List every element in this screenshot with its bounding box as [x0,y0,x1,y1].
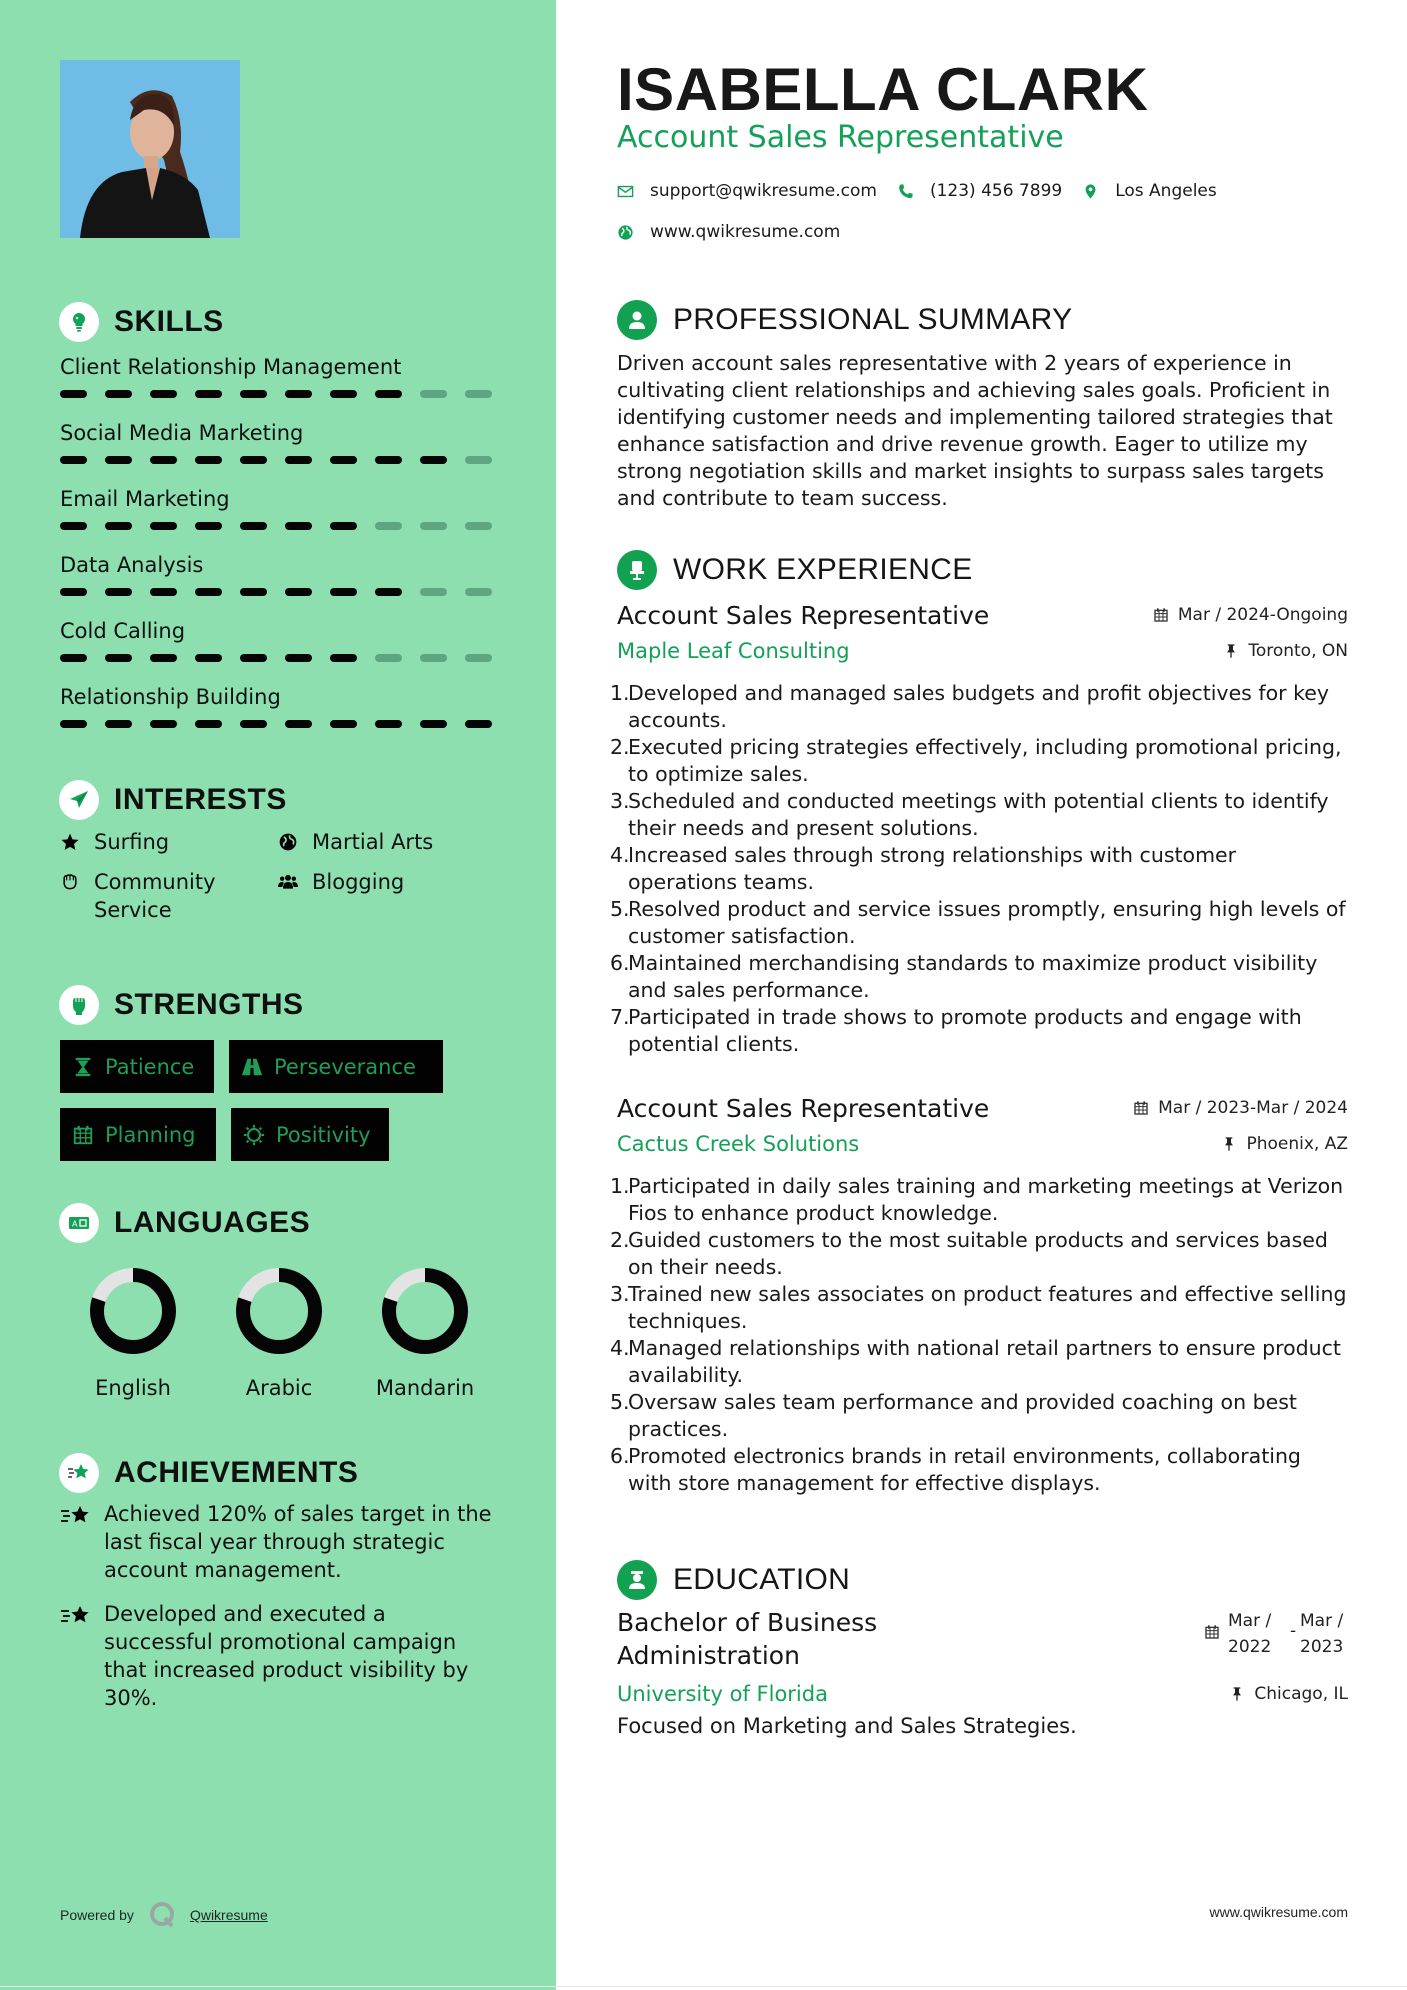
skill-level-segment [465,720,492,728]
powered-by [60,1900,268,1930]
skill-item [60,682,500,748]
skill-level-segment [105,588,132,596]
interests-list [60,828,520,924]
skill-item [60,484,500,550]
skill-name: Cold Calling [60,619,186,643]
section-title: WORK EXPERIENCE [673,553,973,586]
skill-level-segment [195,720,222,728]
skill-level-segment [195,588,222,596]
skill-level-segment [105,522,132,530]
achievement-item [60,1600,500,1712]
duty-text: Resolved product and service issues promptly, ensuring high levels of customer satisfaction. [628,897,1346,948]
skill-level-segment [195,456,222,464]
skill-level-segment [375,522,402,530]
qwikresume-link[interactable]: Qwikresume [189,1907,268,1923]
duty-number: 4. [610,1336,630,1360]
skill-level-segment [240,522,267,530]
skill-level-segment [330,588,357,596]
calendar-icon [72,1124,94,1146]
interest-label: Blogging [312,870,405,894]
duty-number: 2. [610,735,630,759]
map-pin-icon [1082,183,1099,200]
skill-level-segment [150,522,177,530]
duty-text: Oversaw sales team performance and provided coaching on best practices. [628,1390,1297,1441]
section-title: ACHIEVEMENTS [114,1456,359,1489]
strength-label: Perseverance [274,1054,416,1079]
duty-number: 1. [610,1174,630,1198]
skill-name: Relationship Building [60,685,281,709]
language-item [60,1268,206,1400]
date-separator: - [1290,1621,1297,1641]
location-contact [1082,181,1217,201]
interest-item [278,868,508,924]
section-title: PROFESSIONAL SUMMARY [673,303,1073,336]
skill-level-segment [195,390,222,398]
skill-level-segment [60,522,87,530]
skill-level-segment [375,390,402,398]
website-text: www.qwikresume.com [650,222,841,242]
skill-level-segment [330,654,357,662]
section-title: SKILLS [114,305,224,338]
skill-level-segment [60,390,87,398]
duty-item [610,1173,1348,1227]
language-name: Mandarin [375,1376,475,1400]
skill-level-segment [375,456,402,464]
job-entry [610,1091,1348,1497]
duty-list [610,680,1348,1058]
skill-level-bar [60,720,500,728]
calendar-icon [1153,607,1169,623]
skill-level-segment [420,588,447,596]
skill-level-segment [285,390,312,398]
email-text: support@qwikresume.com [650,181,877,201]
contact-info [617,176,1377,258]
interest-label: Surfing [94,830,170,854]
graduate-icon [617,1560,657,1600]
translate-icon [59,1203,99,1243]
duty-text: Managed relationships with national retail partners to ensure product availability. [628,1336,1341,1387]
powered-by-label: Powered by [60,1907,134,1923]
skill-level-segment [330,720,357,728]
lightbulb-icon [59,302,99,342]
skill-level-segment [105,720,132,728]
skill-level-segment [60,588,87,596]
end-month: Mar / [1300,1611,1344,1631]
company-name: Cactus Creek Solutions [617,1132,860,1156]
skill-level-segment [420,522,447,530]
hourglass-icon [72,1056,94,1078]
section-title: INTERESTS [114,783,287,816]
duty-text: Trained new sales associates on product features and effective selling techniques. [628,1282,1347,1333]
duty-number: 3. [610,789,630,813]
skill-name: Email Marketing [60,487,230,511]
interest-item [60,828,278,856]
skills-header [59,302,224,342]
skill-level-segment [285,456,312,464]
skill-level-segment [60,456,87,464]
fist-icon [60,868,84,896]
school-location [1229,1684,1348,1704]
skill-level-segment [420,456,447,464]
skill-level-segment [105,456,132,464]
duty-list [610,1173,1348,1497]
duty-number: 2. [610,1228,630,1252]
skill-level-segment [285,522,312,530]
language-proficiency-donut [90,1268,176,1354]
skill-name: Client Relationship Management [60,355,402,379]
achievement-text: Developed and executed a successful promotional campaign that increased product visibility by 30%. [104,1602,469,1710]
duty-text: Participated in daily sales training and marketing meetings at Verizon Fios to enhance product knowledge. [628,1174,1344,1225]
education-header [617,1560,850,1600]
start-year: 2022 [1228,1637,1272,1657]
language-proficiency-donut [382,1268,468,1354]
duty-text: Maintained merchandising standards to maximize product visibility and sales performance. [628,951,1318,1002]
education-description: Focused on Marketing and Sales Strategies. [617,1714,1077,1738]
skill-level-segment [150,720,177,728]
skill-level-bar [60,588,500,596]
skill-level-segment [465,456,492,464]
skill-level-segment [60,654,87,662]
interest-label: Martial Arts [312,830,434,854]
sidebar [0,0,556,1990]
duty-item [610,842,1348,896]
duty-item [610,1389,1348,1443]
sun-icon [243,1124,265,1146]
office-chair-icon [617,550,657,590]
road-icon [241,1056,263,1078]
duty-text: Guided customers to the most suitable products and services based on their needs. [628,1228,1328,1279]
page-bottom-divider [0,1986,1407,1987]
section-title: LANGUAGES [114,1206,311,1239]
skill-item [60,418,500,484]
skill-level-segment [60,720,87,728]
pushpin-icon [1223,643,1239,659]
skill-level-bar [60,522,500,530]
globe-icon [278,828,302,856]
duty-item [610,1004,1348,1058]
skill-level-segment [150,588,177,596]
skill-level-segment [330,456,357,464]
duty-item [610,1227,1348,1281]
skill-level-segment [465,390,492,398]
education-dates [1204,1606,1348,1672]
skill-item [60,550,500,616]
user-icon [617,300,657,340]
language-item [206,1268,352,1400]
job-date [1153,605,1348,625]
users-icon [278,868,302,896]
skill-level-segment [330,390,357,398]
duty-number: 3. [610,1282,630,1306]
duty-item [610,896,1348,950]
achievement-text: Achieved 120% of sales target in the last fiscal year through strategic account management. [104,1502,492,1582]
calendar-icon [1204,1624,1220,1640]
interest-label: Community Service [94,870,216,922]
envelope-icon [617,183,634,200]
skill-level-segment [285,654,312,662]
language-name: Arabic [245,1376,313,1400]
strength-label: Planning [105,1122,196,1147]
skill-level-segment [240,654,267,662]
skill-level-segment [150,390,177,398]
skill-level-segment [240,456,267,464]
section-title: STRENGTHS [114,988,304,1021]
skill-level-segment [420,654,447,662]
raised-fist-icon [59,985,99,1025]
skill-level-segment [465,522,492,530]
shooting-star-icon [60,1500,104,1584]
skill-level-segment [420,390,447,398]
achievements-list [60,1500,500,1728]
skill-level-segment [240,390,267,398]
skill-level-segment [240,588,267,596]
qwikresume-logo-icon [148,1900,178,1930]
strengths-list [60,1040,520,1161]
interests-header [59,780,287,820]
job-entry [610,598,1348,1058]
skill-level-segment [375,720,402,728]
duty-item [610,680,1348,734]
skill-level-bar [60,456,500,464]
job-date-text: Mar / 2024-Ongoing [1177,605,1348,625]
globe-icon [617,224,634,241]
duty-item [610,1281,1348,1335]
school-location-text: Chicago, IL [1254,1684,1348,1704]
duty-item [610,950,1348,1004]
strength-badge [229,1040,443,1093]
skill-name: Social Media Marketing [60,421,304,445]
skill-item [60,352,500,418]
skill-level-segment [240,720,267,728]
duty-text: Executed pricing strategies effectively, including promotional pricing, to optimize sales. [628,735,1342,786]
duty-number: 5. [610,897,630,921]
end-year: 2023 [1300,1637,1344,1657]
language-proficiency-donut [236,1268,322,1354]
duty-number: 5. [610,1390,630,1414]
skill-level-segment [105,390,132,398]
paper-plane-icon [59,780,99,820]
skill-level-segment [330,522,357,530]
summary-header [617,300,1072,340]
skill-item [60,616,500,682]
svg-text:A: A [72,1219,78,1229]
language-item [352,1268,498,1400]
duty-text: Participated in trade shows to promote products and engage with potential clients. [628,1005,1302,1056]
duty-number: 4. [610,843,630,867]
interest-item [278,828,508,856]
duty-text: Developed and managed sales budgets and profit objectives for key accounts. [628,681,1329,732]
job-location [1223,641,1348,661]
skill-level-segment [195,522,222,530]
experience-header [617,550,973,590]
star-icon [60,828,84,856]
duty-number: 7. [610,1005,630,1029]
shooting-star-icon [59,1453,99,1493]
strength-badge [60,1040,214,1093]
duty-number: 6. [610,951,630,975]
summary-text: Driven account sales representative with 2 years of experience in cultivating client relationships and achieving sales goals. Proficient in identifying customer needs and implementing tailored strategies that enhance satisfaction and drive revenue growth. Eager to utilize my strong negotiation skills and market insights to surpass sales targets and contribute to team success. [617,351,1333,510]
job-date-text: Mar / 2023-Mar / 2024 [1158,1098,1348,1118]
portrait-image [60,60,240,238]
main-content [556,0,1407,1990]
job-date [1133,1098,1348,1118]
strengths-header [59,985,304,1025]
job-title: Account Sales Representative [617,600,990,630]
skill-level-segment [420,720,447,728]
skill-level-bar [60,654,500,662]
skill-level-segment [465,588,492,596]
interest-item [60,868,278,924]
shooting-star-icon [60,1600,104,1712]
phone-text: (123) 456 7899 [929,181,1063,201]
pushpin-icon [1229,1686,1245,1702]
skill-level-segment [285,720,312,728]
section-title: EDUCATION [673,1563,851,1596]
start-month: Mar / [1228,1611,1272,1631]
duty-item [610,734,1348,788]
education-entry [617,1606,1348,1738]
duty-item [610,1443,1348,1497]
languages-list [60,1268,498,1400]
school-name: University of Florida [617,1682,828,1706]
job-location [1221,1134,1348,1154]
achievement-item [60,1500,500,1584]
skill-level-segment [375,588,402,596]
candidate-title: Account Sales Representative [617,120,1064,155]
location-text: Los Angeles [1115,181,1217,201]
phone-icon [897,183,914,200]
strength-label: Patience [105,1054,195,1079]
skill-name: Data Analysis [60,553,204,577]
calendar-icon [1133,1100,1149,1116]
footer-url[interactable]: www.qwikresume.com [1209,1904,1348,1920]
pushpin-icon [1221,1136,1237,1152]
strength-badge [231,1108,389,1161]
duty-number: 1. [610,681,630,705]
skills-list [60,352,500,748]
duty-text: Promoted electronics brands in retail environments, collaborating with store management for effective displays. [628,1444,1301,1495]
achievements-header [59,1453,358,1493]
skill-level-segment [465,654,492,662]
company-name: Maple Leaf Consulting [617,639,850,663]
languages-header [59,1203,310,1243]
skill-level-segment [285,588,312,596]
skill-level-bar [60,390,500,398]
strength-badge [60,1108,216,1161]
skill-level-segment [105,654,132,662]
job-location-text: Toronto, ON [1248,641,1348,661]
skill-level-segment [150,654,177,662]
duty-text: Scheduled and conducted meetings with potential clients to identify their needs and present solutions. [628,789,1329,840]
job-location-text: Phoenix, AZ [1246,1134,1348,1154]
skill-level-segment [195,654,222,662]
phone-contact[interactable] [897,181,1062,201]
skill-level-segment [150,456,177,464]
degree-title: Bachelor of Business Administration [617,1608,878,1670]
job-title: Account Sales Representative [617,1093,990,1123]
duty-text: Increased sales through strong relationships with customer operations teams. [628,843,1237,894]
profile-photo [60,60,240,238]
skill-level-segment [375,654,402,662]
candidate-name: ISABELLA CLARK [617,56,1149,123]
website-contact[interactable] [617,222,840,242]
email-contact[interactable] [617,181,877,201]
strength-label: Positivity [276,1122,371,1147]
language-name: English [95,1376,171,1400]
duty-number: 6. [610,1444,630,1468]
duty-item [610,788,1348,842]
duty-item [610,1335,1348,1389]
